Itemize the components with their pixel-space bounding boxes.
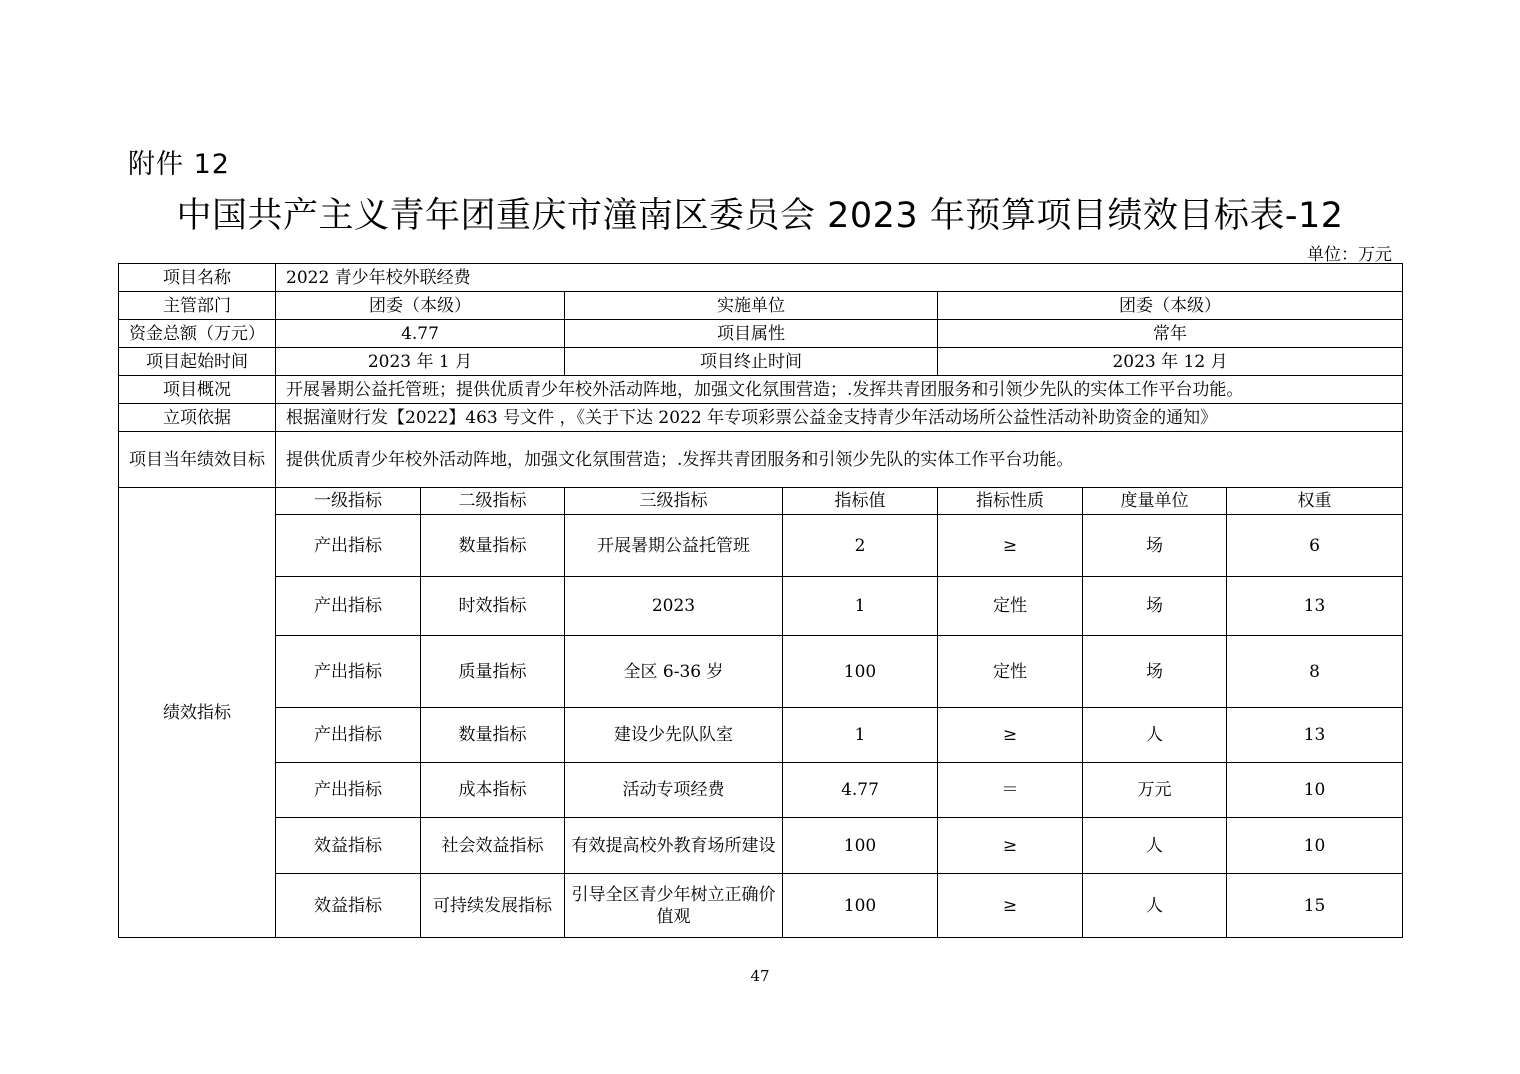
indicators-section-label: 绩效指标	[119, 488, 276, 938]
header-unit: 度量单位	[1083, 488, 1227, 515]
table-row	[119, 874, 1403, 938]
row-level2: 数量指标	[421, 515, 565, 577]
row-level3: 全区 6-36 岁	[565, 636, 783, 708]
row-unit: 场	[1083, 636, 1227, 708]
end-value: 2023 年 12 月	[938, 348, 1403, 376]
header-level1: 一级指标	[276, 488, 421, 515]
row-value: 100	[783, 636, 938, 708]
attr-label: 项目属性	[565, 320, 938, 348]
row-nature: ≥	[938, 818, 1083, 874]
start-value: 2023 年 1 月	[276, 348, 565, 376]
row-level3: 引导全区青少年树立正确价值观	[565, 874, 783, 938]
row-weight: 13	[1227, 708, 1403, 763]
row-unit: 人	[1083, 708, 1227, 763]
table-row	[119, 577, 1403, 636]
row-unit: 人	[1083, 874, 1227, 938]
row-weight: 6	[1227, 515, 1403, 577]
start-label: 项目起始时间	[119, 348, 276, 376]
row-unit: 场	[1083, 515, 1227, 577]
row-weight: 10	[1227, 763, 1403, 818]
row-nature: 定性	[938, 577, 1083, 636]
row-level1: 效益指标	[276, 818, 421, 874]
impl-value: 团委（本级）	[938, 292, 1403, 320]
row-level3: 建设少先队队室	[565, 708, 783, 763]
row-unit: 万元	[1083, 763, 1227, 818]
header-weight: 权重	[1227, 488, 1403, 515]
row-level2: 质量指标	[421, 636, 565, 708]
project-name-value: 2022 青少年校外联经费	[276, 264, 1403, 292]
row-level2: 数量指标	[421, 708, 565, 763]
table-row	[119, 636, 1403, 708]
table-row	[119, 763, 1403, 818]
fund-value: 4.77	[276, 320, 565, 348]
row-level3: 活动专项经费	[565, 763, 783, 818]
row-value: 1	[783, 577, 938, 636]
row-value: 1	[783, 708, 938, 763]
basis-value: 根据潼财行发【2022】463 号文件 ，《关于下达 2022 年专项彩票公益金支持青少年活动场所公益性活动补助资金的通知》	[276, 404, 1403, 432]
row-nature: ＝	[938, 763, 1083, 818]
page-title: 中国共产主义青年团重庆市潼南区委员会 2023 年预算项目绩效目标表-12	[176, 196, 1344, 236]
row-level3: 2023	[565, 577, 783, 636]
goal-label: 项目当年绩效目标	[119, 432, 276, 488]
project-name-label: 项目名称	[119, 264, 276, 292]
row-value: 100	[783, 874, 938, 938]
overview-label: 项目概况	[119, 376, 276, 404]
performance-table	[118, 263, 1403, 938]
header-level3: 三级指标	[565, 488, 783, 515]
row-nature: ≥	[938, 874, 1083, 938]
row-level1: 产出指标	[276, 763, 421, 818]
page-number: 47	[750, 967, 770, 985]
row-level2: 成本指标	[421, 763, 565, 818]
header-level2: 二级指标	[421, 488, 565, 515]
row-unit: 场	[1083, 577, 1227, 636]
row-nature: ≥	[938, 515, 1083, 577]
row-unit: 人	[1083, 818, 1227, 874]
row-value: 4.77	[783, 763, 938, 818]
table-row	[119, 708, 1403, 763]
attachment-label: 附件 12	[128, 149, 230, 180]
row-weight: 13	[1227, 577, 1403, 636]
row-level2: 社会效益指标	[421, 818, 565, 874]
row-level3: 开展暑期公益托管班	[565, 515, 783, 577]
dept-label: 主管部门	[119, 292, 276, 320]
dept-value: 团委（本级）	[276, 292, 565, 320]
row-nature: 定性	[938, 636, 1083, 708]
row-value: 2	[783, 515, 938, 577]
end-label: 项目终止时间	[565, 348, 938, 376]
table-row	[119, 818, 1403, 874]
row-level1: 产出指标	[276, 636, 421, 708]
goal-value: 提供优质青少年校外活动阵地，加强文化氛围营造；.发挥共青团服务和引领少先队的实体工作平台功能。	[276, 432, 1403, 488]
row-level1: 产出指标	[276, 577, 421, 636]
row-level1: 效益指标	[276, 874, 421, 938]
header-value: 指标值	[783, 488, 938, 515]
row-weight: 15	[1227, 874, 1403, 938]
row-level1: 产出指标	[276, 515, 421, 577]
row-level2: 可持续发展指标	[421, 874, 565, 938]
impl-label: 实施单位	[565, 292, 938, 320]
row-nature: ≥	[938, 708, 1083, 763]
fund-label: 资金总额（万元）	[119, 320, 276, 348]
unit-label: 单位：万元	[1307, 245, 1392, 265]
basis-label: 立项依据	[119, 404, 276, 432]
row-value: 100	[783, 818, 938, 874]
overview-value: 开展暑期公益托管班；提供优质青少年校外活动阵地，加强文化氛围营造；.发挥共青团服务和引领少先队的实体工作平台功能。	[276, 376, 1403, 404]
row-level3: 有效提高校外教育场所建设	[565, 818, 783, 874]
row-weight: 10	[1227, 818, 1403, 874]
row-weight: 8	[1227, 636, 1403, 708]
header-nature: 指标性质	[938, 488, 1083, 515]
row-level2: 时效指标	[421, 577, 565, 636]
table-row	[119, 515, 1403, 577]
attr-value: 常年	[938, 320, 1403, 348]
row-level1: 产出指标	[276, 708, 421, 763]
